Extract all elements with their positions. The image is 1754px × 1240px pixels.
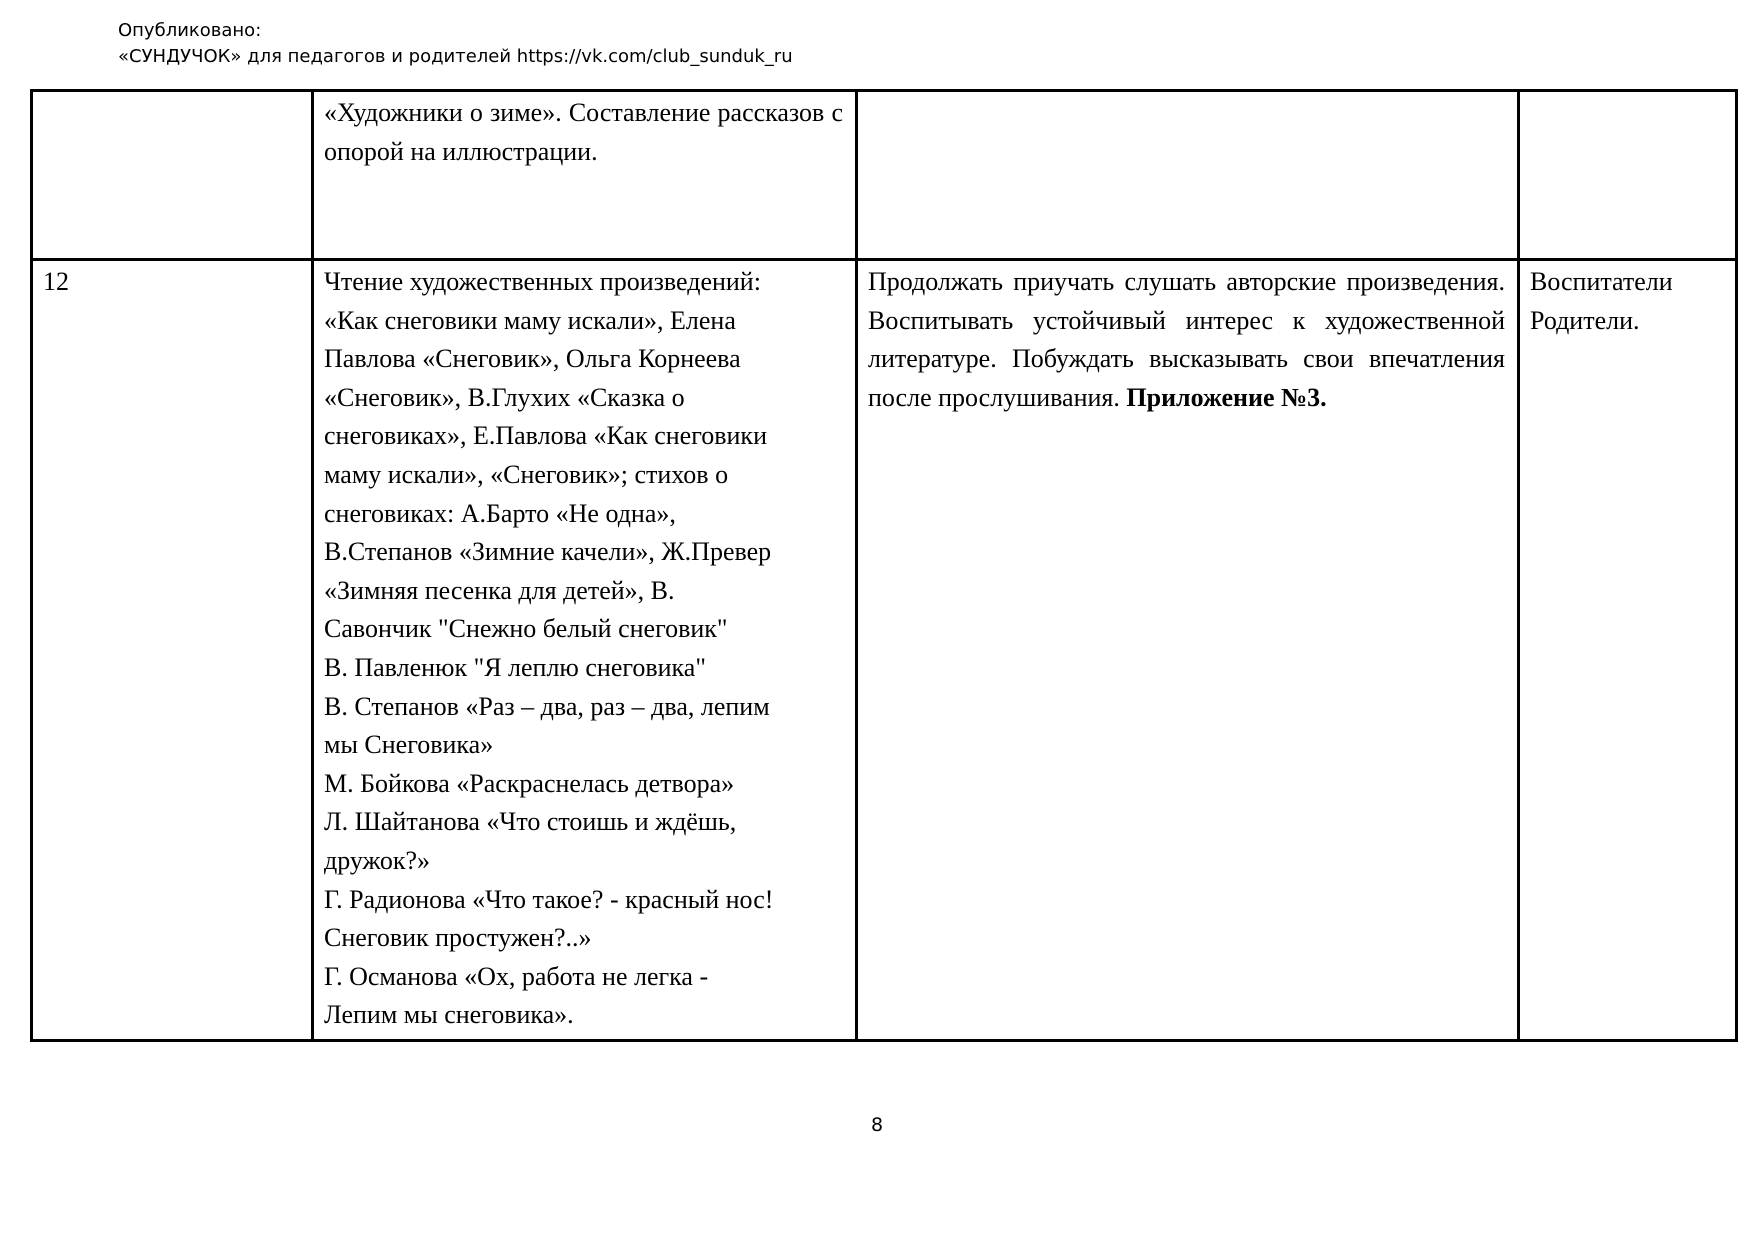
table-row bbox=[32, 91, 1737, 260]
reading-list-line: В. Павленюк "Я леплю снеговика" bbox=[324, 652, 706, 682]
header-published-label: Опубликовано: bbox=[118, 20, 262, 41]
reading-list-line: В.Степанов «Зимние качели», Ж.Превер bbox=[324, 537, 772, 567]
reading-list-line: Лепим мы снеговика». bbox=[324, 1000, 574, 1030]
reading-list-line: снеговиках: А.Барто «Не одна», bbox=[324, 498, 676, 528]
reading-list-line: Г. Радионова «Что такое? - красный нос! bbox=[324, 884, 774, 914]
reading-list-line: Снеговик простужен?..» bbox=[324, 923, 592, 953]
cell-responsible bbox=[1519, 260, 1737, 1041]
reading-list-line: Л. Шайтанова «Что стоишь и ждёшь, bbox=[324, 807, 737, 837]
reading-list-line: «Как снеговики маму искали», Елена bbox=[324, 305, 736, 335]
reading-list-line: В. Степанов «Раз – два, раз – два, лепим bbox=[324, 691, 770, 721]
goals-text: Продолжать приучать слушать авторские произведения. Воспитывать устойчивый интерес к художественной литературе. Побуждать высказывать свои впечатления после прослушивания. bbox=[868, 267, 1505, 412]
publication-header bbox=[118, 18, 793, 70]
reading-list-line: М. Бойкова «Раскраснелась детвора» bbox=[324, 768, 735, 798]
cell-content bbox=[313, 260, 857, 1041]
page-number: 8 bbox=[870, 1114, 884, 1136]
reading-list-line: Чтение художественных произведений: bbox=[324, 267, 761, 296]
cell-number: 12 bbox=[32, 260, 313, 1041]
reading-list-line: мы Снеговика» bbox=[324, 730, 494, 760]
reading-list-line: Г. Османова «Ох, работа не легка - bbox=[324, 961, 709, 991]
reading-list-line: снеговиках», Е.Павлова «Как снеговики bbox=[324, 421, 767, 451]
cell-content: «Художники о зиме». Составление рассказов с опорой на иллюстрации. bbox=[313, 91, 857, 260]
reading-list-line: дружок?» bbox=[324, 845, 431, 875]
reading-list-line: маму искали», «Снеговик»; стихов о bbox=[324, 459, 729, 489]
reading-list-line: «Снеговик», В.Глухих «Сказка о bbox=[324, 382, 685, 412]
cell-number bbox=[32, 91, 313, 260]
cell-goals bbox=[857, 260, 1519, 1041]
responsible-line: Родители. bbox=[1530, 305, 1640, 335]
cell-goals bbox=[857, 91, 1519, 260]
plan-table bbox=[30, 89, 1738, 1042]
reading-list-line: Павлова «Снеговик», Ольга Корнеева bbox=[324, 344, 741, 374]
cell-responsible bbox=[1519, 91, 1737, 260]
reading-list-line: «Зимняя песенка для детей», В. bbox=[324, 575, 675, 605]
table-row bbox=[32, 260, 1737, 1041]
header-source-line: «СУНДУЧОК» для педагогов и родителей https://vk.com/club_sunduk_ru bbox=[118, 46, 793, 67]
responsible-line: Воспитатели bbox=[1530, 267, 1673, 296]
reading-list-line: Савончик "Снежно белый снеговик" bbox=[324, 614, 728, 644]
appendix-reference: Приложение №3. bbox=[1126, 382, 1327, 412]
